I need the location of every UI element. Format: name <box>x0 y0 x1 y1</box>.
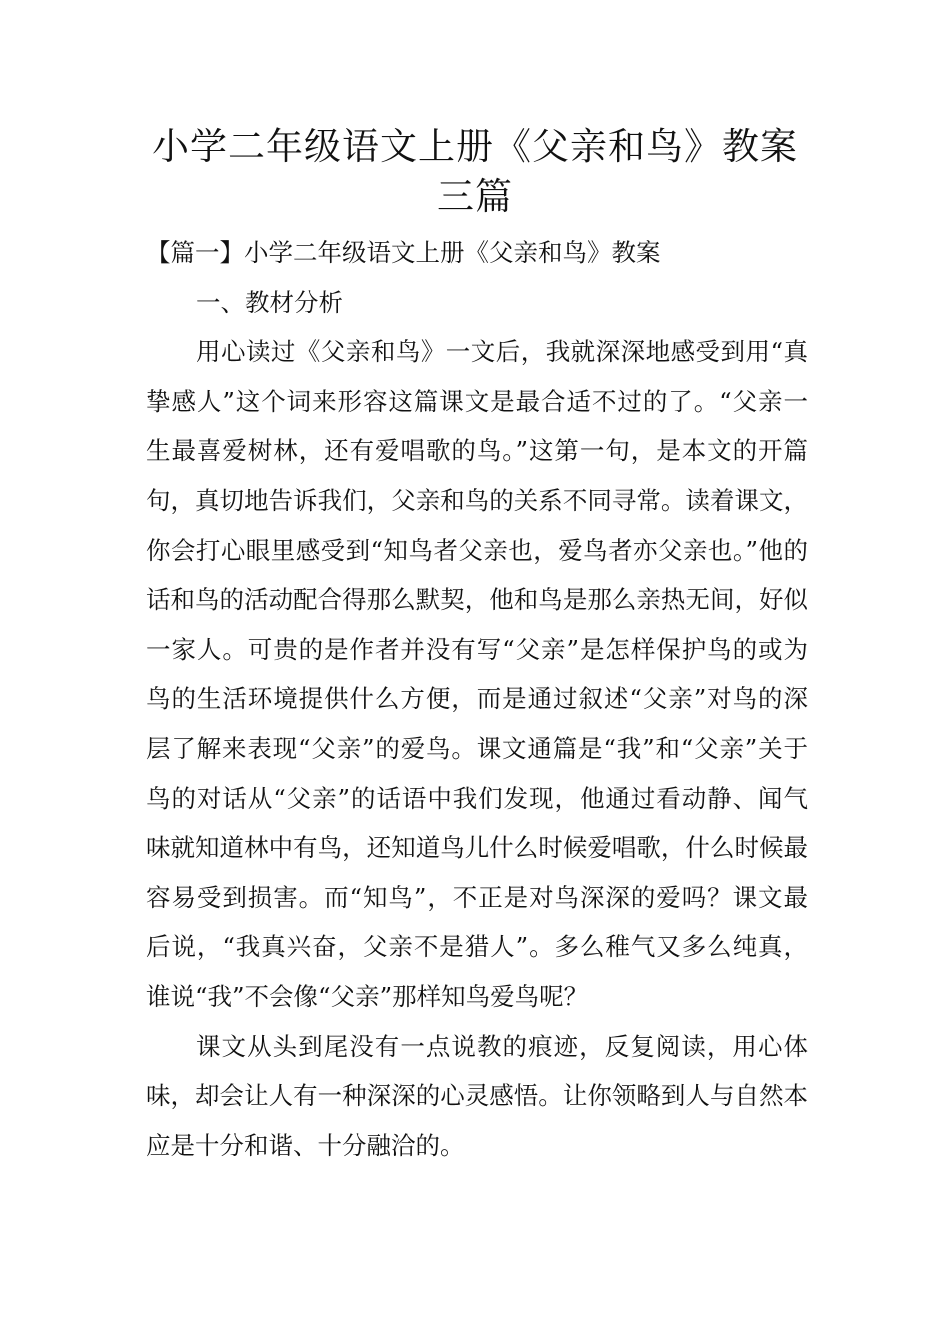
paragraph-2: 课文从头到尾没有一点说教的痕迹，反复阅读，用心体味，却会让人有一种深深的心灵感悟。让你领略到人与自然本应是十分和谐、十分融洽的。 <box>146 1031 808 1160</box>
document-body <box>146 228 808 1170</box>
subheading: 一、教材分析 <box>196 287 343 317</box>
document-title: 小学二年级语文上册《父亲和鸟》教案三篇 <box>152 125 798 218</box>
section-heading: 【篇一】小学二年级语文上册《父亲和鸟》教案 <box>146 238 661 267</box>
paragraph-1: 用心读过《父亲和鸟》一文后，我就深深地感受到用“真挚感人”这个词来形容这篇课文是最合适不过的了。“父亲一生最喜爱树林，还有爱唱歌的鸟。”这第一句，是本文的开篇句，真切地告诉我们，父亲和鸟的关系不同寻常。读着课文，你会打心眼里感受到“知鸟者父亲也，爱鸟者亦父亲也。”他的话和鸟的活动配合得那么默契，他和鸟是那么亲热无间，好似一家人。可贵的是作者并没有写“父亲”是怎样保护鸟的或为鸟的生活环境提供什么方便，而是通过叙述“父亲”对鸟的深层了解来表现“父亲”的爱鸟。课文通篇是“我”和“父亲”关于鸟的对话从“父亲”的话语中我们发现，他通过看动静、闻气味就知道林中有鸟，还知道鸟儿什么时候爱唱歌，什么时候最容易受到损害。而“知鸟”，不正是对鸟深深的爱吗？课文最后说，“我真兴奋，父亲不是猎人”。多么稚气又多么纯真，谁说“我”不会像“父亲”那样知鸟爱鸟呢？ <box>146 337 808 1011</box>
